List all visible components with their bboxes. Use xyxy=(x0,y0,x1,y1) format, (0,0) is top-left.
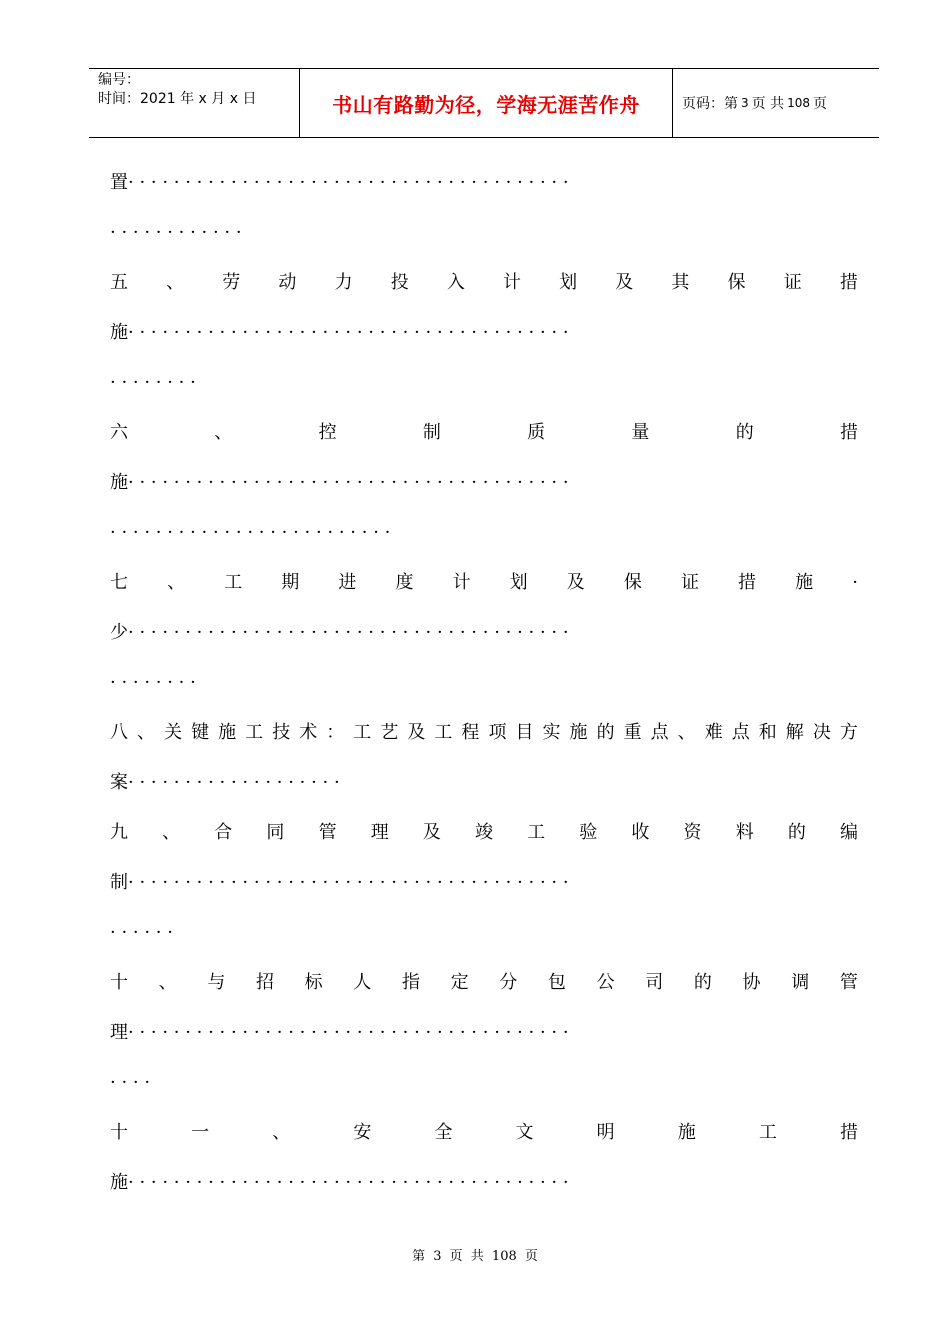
table-of-contents xyxy=(110,158,858,1208)
toc-char: 程 xyxy=(461,722,480,743)
toc-char: 难 xyxy=(704,722,723,743)
toc-char: 、 xyxy=(137,722,156,743)
toc-line xyxy=(110,608,858,658)
toc-char: 保 xyxy=(623,572,642,593)
toc-char: 安 xyxy=(353,1122,372,1143)
toc-leader-dots: · · · · xyxy=(110,1072,151,1093)
toc-char: 施 xyxy=(569,722,588,743)
toc-leader-dots: · · · · · · · · · · · · · · · · · · · · · · · · · · · · · · · · · · · · · · · xyxy=(128,622,569,643)
toc-char: 重 xyxy=(623,722,642,743)
toc-char: 九 xyxy=(110,822,128,843)
toc-leader-dots: · · · · · · · · · · · · · · · · · · · xyxy=(128,772,340,793)
toc-char: 同 xyxy=(266,822,285,843)
toc-char: 工 xyxy=(353,722,372,743)
toc-line xyxy=(110,558,858,608)
toc-line xyxy=(110,158,858,208)
toc-char: 施 xyxy=(795,572,814,593)
toc-char: 键 xyxy=(191,722,210,743)
toc-char: 招 xyxy=(255,972,274,993)
toc-char: 定 xyxy=(450,972,469,993)
toc-char: 的 xyxy=(693,972,712,993)
toc-char: 、 xyxy=(214,422,233,443)
toc-char: 指 xyxy=(401,972,420,993)
toc-char: 、 xyxy=(162,822,181,843)
toc-leader-dots: · · · · · · · · · · · · xyxy=(110,222,242,243)
header-meta xyxy=(89,69,300,137)
toc-char: 工 xyxy=(245,722,264,743)
toc-char: 工 xyxy=(434,722,453,743)
toc-char: 划 xyxy=(559,272,578,293)
toc-leader-dots: · · · · · · · · · · · · · · · · · · · · · · · · · · · · · · · · · · · · · · · xyxy=(128,1022,569,1043)
toc-char: 分 xyxy=(499,972,518,993)
toc-char: 力 xyxy=(334,272,353,293)
toc-label: 置 xyxy=(110,172,128,193)
toc-char: · xyxy=(852,572,858,593)
toc-char: 计 xyxy=(502,272,521,293)
toc-char: 资 xyxy=(683,822,702,843)
toc-char: 、 xyxy=(158,972,177,993)
toc-char: 劳 xyxy=(222,272,241,293)
toc-char: 、 xyxy=(166,272,185,293)
toc-char: 料 xyxy=(735,822,754,843)
toc-char: 计 xyxy=(452,572,471,593)
toc-label: 案 xyxy=(110,772,128,793)
toc-char: 投 xyxy=(390,272,409,293)
document-number-label: 编号： xyxy=(98,72,140,88)
toc-char: 七 xyxy=(110,572,128,593)
toc-line xyxy=(110,1158,858,1208)
toc-line xyxy=(110,258,858,308)
toc-char: 的 xyxy=(596,722,615,743)
page-current: 3 xyxy=(741,96,749,110)
toc-line xyxy=(110,408,858,458)
toc-char: 、 xyxy=(272,1122,291,1143)
header-motto: 书山有路勤为径，学海无涯苦作舟 xyxy=(300,69,673,137)
toc-char: 术 xyxy=(299,722,318,743)
header-page-info xyxy=(673,69,879,137)
toc-char: 验 xyxy=(579,822,598,843)
toc-char: 施 xyxy=(218,722,237,743)
toc-char: 目 xyxy=(515,722,534,743)
toc-char: 措 xyxy=(839,1122,858,1143)
toc-line xyxy=(110,858,858,908)
toc-char: 划 xyxy=(509,572,528,593)
page-suffix: 页 xyxy=(813,96,827,112)
toc-char: 进 xyxy=(338,572,357,593)
toc-char: 一 xyxy=(191,1122,210,1143)
toc-leader-dots: · · · · · · · · · · · · · · · · · · · · · · · · · · · · · · · · · · · · · · · xyxy=(128,472,569,493)
toc-char: 收 xyxy=(631,822,650,843)
toc-label: 施 xyxy=(110,322,128,343)
toc-char: 保 xyxy=(727,272,746,293)
toc-label: 少 xyxy=(110,622,128,643)
toc-line xyxy=(110,208,858,258)
toc-char: 证 xyxy=(680,572,699,593)
toc-char: 制 xyxy=(422,422,441,443)
toc-char: 实 xyxy=(542,722,561,743)
page-footer: 第 3 页 共 108 页 xyxy=(412,1249,538,1264)
toc-line xyxy=(110,808,858,858)
toc-char: 工 xyxy=(527,822,546,843)
toc-char: 项 xyxy=(488,722,507,743)
toc-line xyxy=(110,308,858,358)
toc-char: 竣 xyxy=(474,822,493,843)
toc-char: 、 xyxy=(167,572,186,593)
toc-char: 解 xyxy=(785,722,804,743)
toc-char: 调 xyxy=(791,972,810,993)
toc-leader-dots: · · · · · · · · · · · · · · · · · · · · · · · · · · · · · · · · · · · · · · · xyxy=(128,1172,569,1193)
toc-line xyxy=(110,758,858,808)
toc-char: 措 xyxy=(839,272,858,293)
toc-char: 十 xyxy=(110,972,128,993)
page-mid: 页 共 xyxy=(751,96,785,112)
toc-char: 的 xyxy=(787,822,806,843)
toc-char: 决 xyxy=(812,722,831,743)
toc-label: 制 xyxy=(110,872,128,893)
document-time-label: 时间：2021 年 x 月 x 日 xyxy=(98,91,257,107)
toc-line xyxy=(110,908,858,958)
toc-line xyxy=(110,1108,858,1158)
toc-char: ： xyxy=(326,722,345,743)
toc-char: 工 xyxy=(758,1122,777,1143)
toc-char: 文 xyxy=(515,1122,534,1143)
toc-leader-dots: · · · · · · · · xyxy=(110,672,196,693)
toc-char: 、 xyxy=(677,722,696,743)
toc-char: 量 xyxy=(631,422,650,443)
toc-line xyxy=(110,358,858,408)
toc-char: 及 xyxy=(422,822,441,843)
toc-char: 五 xyxy=(110,272,128,293)
toc-char: 施 xyxy=(677,1122,696,1143)
toc-char: 编 xyxy=(839,822,858,843)
toc-char: 其 xyxy=(671,272,690,293)
toc-char: 管 xyxy=(839,972,858,993)
toc-leader-dots: · · · · · · · · · · · · · · · · · · · · · · · · · · · · · · · · · · · · · · · xyxy=(128,172,569,193)
toc-char: 期 xyxy=(281,572,300,593)
toc-label: 理 xyxy=(110,1022,128,1043)
toc-leader-dots: · · · · · · · · · · · · · · · · · · · · · · · · · · · · · · · · · · · · · · · xyxy=(128,322,569,343)
toc-char: 方 xyxy=(839,722,858,743)
toc-char: 明 xyxy=(596,1122,615,1143)
toc-char: 措 xyxy=(839,422,858,443)
toc-leader-dots: · · · · · · · · · · · · · · · · · · · · · · · · · · · · · · · · · · · · · · · xyxy=(128,872,569,893)
toc-line xyxy=(110,958,858,1008)
toc-char: 工 xyxy=(224,572,243,593)
toc-char: 六 xyxy=(110,422,128,443)
toc-char: 点 xyxy=(650,722,669,743)
toc-char: 理 xyxy=(370,822,389,843)
toc-char: 的 xyxy=(735,422,754,443)
page-total: 108 xyxy=(787,96,810,110)
toc-label: 施 xyxy=(110,472,128,493)
toc-char: 度 xyxy=(395,572,414,593)
page-prefix: 页码：第 xyxy=(682,96,738,112)
toc-line xyxy=(110,1058,858,1108)
toc-leader-dots: · · · · · · xyxy=(110,922,173,943)
toc-char: 及 xyxy=(615,272,634,293)
toc-char: 司 xyxy=(645,972,664,993)
toc-char: 质 xyxy=(527,422,546,443)
toc-char: 十 xyxy=(110,1122,128,1143)
toc-char: 包 xyxy=(547,972,566,993)
toc-char: 标 xyxy=(304,972,323,993)
toc-char: 公 xyxy=(596,972,615,993)
toc-char: 点 xyxy=(731,722,750,743)
toc-char: 及 xyxy=(566,572,585,593)
page-header xyxy=(89,68,879,138)
toc-line xyxy=(110,708,858,758)
toc-char: 全 xyxy=(434,1122,453,1143)
toc-char: 入 xyxy=(446,272,465,293)
toc-char: 动 xyxy=(278,272,297,293)
toc-char: 人 xyxy=(353,972,372,993)
toc-line xyxy=(110,658,858,708)
toc-char: 与 xyxy=(207,972,226,993)
toc-char: 艺 xyxy=(380,722,399,743)
toc-line xyxy=(110,508,858,558)
toc-leader-dots: · · · · · · · · xyxy=(110,372,196,393)
toc-char: 及 xyxy=(407,722,426,743)
toc-char: 协 xyxy=(742,972,761,993)
toc-leader-dots: · · · · · · · · · · · · · · · · · · · · · · · · · xyxy=(110,522,391,543)
toc-char: 八 xyxy=(110,722,128,743)
toc-label: 施 xyxy=(110,1172,128,1193)
toc-char: 管 xyxy=(318,822,337,843)
toc-char: 技 xyxy=(272,722,291,743)
toc-char: 证 xyxy=(783,272,802,293)
toc-line xyxy=(110,458,858,508)
toc-char: 控 xyxy=(318,422,337,443)
toc-char: 关 xyxy=(164,722,183,743)
toc-char: 措 xyxy=(738,572,757,593)
toc-line xyxy=(110,1008,858,1058)
toc-char: 和 xyxy=(758,722,777,743)
toc-char: 合 xyxy=(214,822,233,843)
